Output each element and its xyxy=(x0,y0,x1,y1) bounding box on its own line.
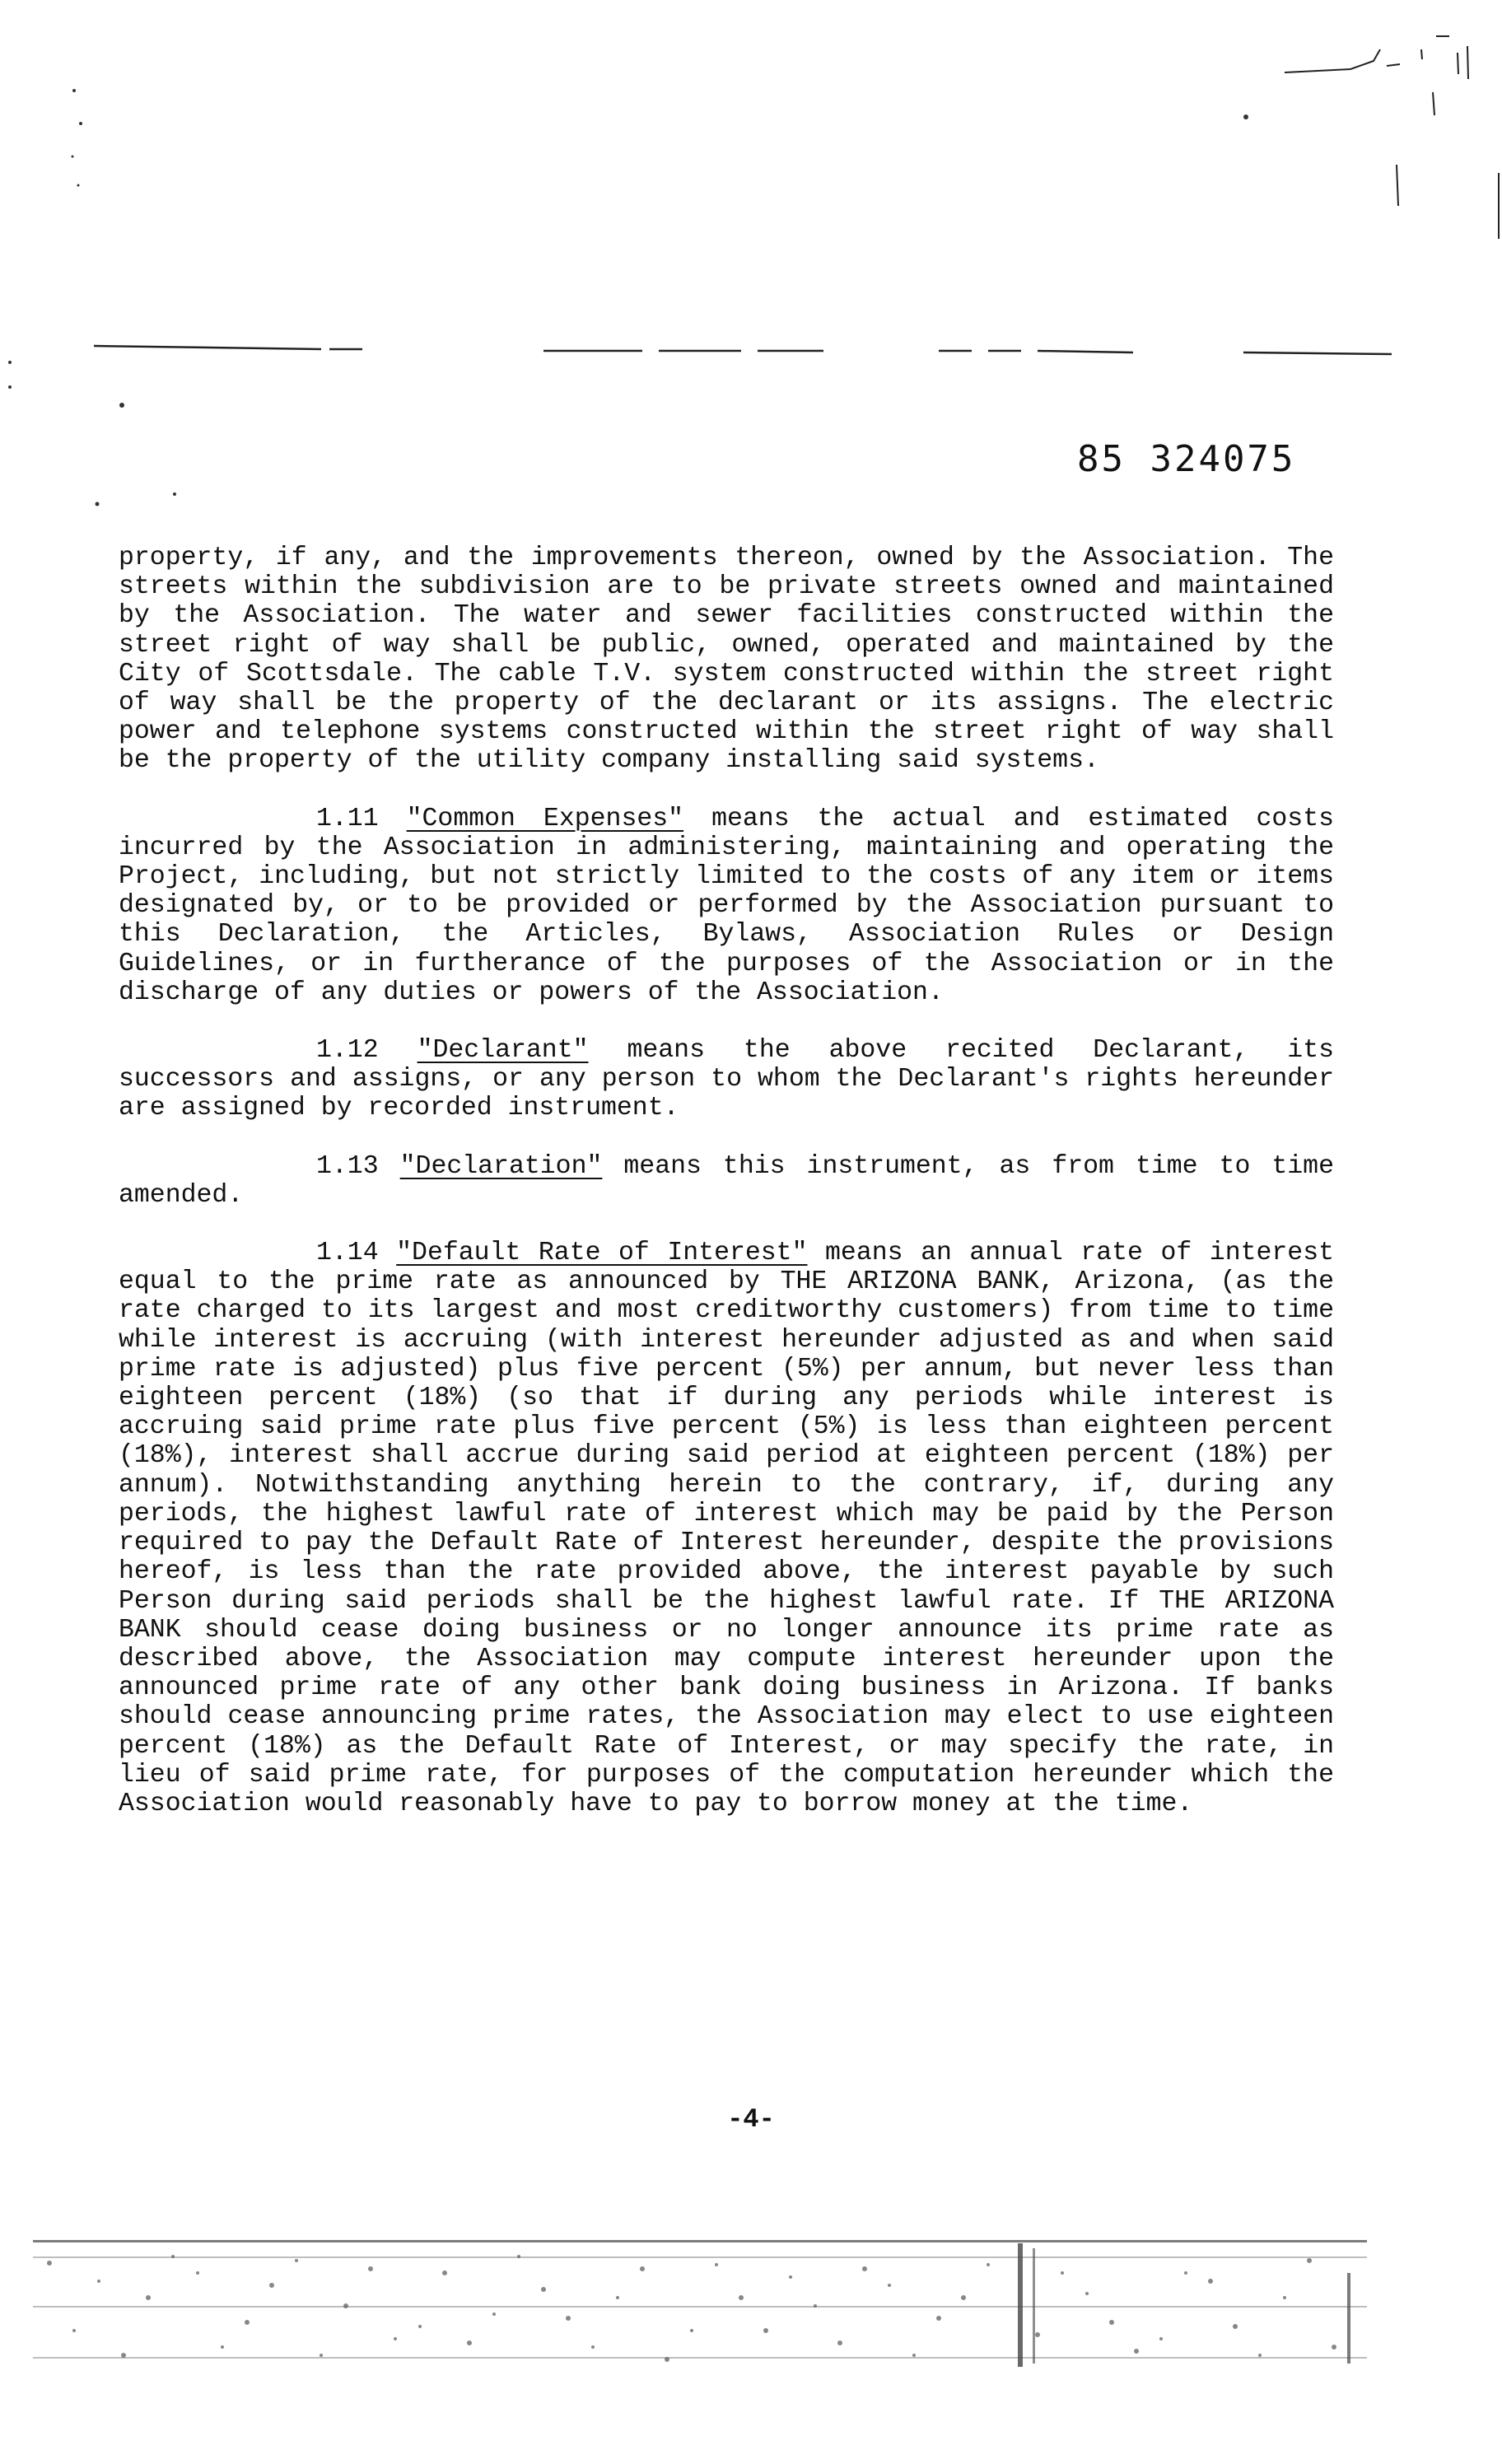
paragraph-text: means the actual and estimated costs incurred by the Association in administering, maintaining and operating the Project, including, but not strictly limited to the costs of any item or items designated by, or to be provided or performed by the Association pursuant to this Declaration, the Articles, Bylaws, Association Rules or Design Guidelines, or in furtherance of the purposes of the Association or in the discharge of any duties or powers of the Association. xyxy=(119,804,1335,1007)
defined-term: "Default Rate of Interest" xyxy=(396,1239,808,1268)
defined-term: "Common Expenses" xyxy=(406,804,684,833)
document-body xyxy=(119,544,1334,1818)
defined-term: "Declaration" xyxy=(399,1151,603,1181)
paragraph-streets-and-utilities xyxy=(119,544,1334,776)
paragraph-default-rate-of-interest xyxy=(119,1239,1334,1818)
paragraph-text: means the above recited Declarant, its successors and assigns, or any person to whom the Declarant's rights hereunder are assigned by recorded instrument. xyxy=(119,1036,1334,1123)
paragraph-text: means this instrument, as from time to time amended. xyxy=(119,1151,1334,1210)
section-number: 1.12 xyxy=(316,1036,379,1066)
section-number: 1.11 xyxy=(316,804,379,833)
paragraph-common-expenses xyxy=(119,805,1334,1007)
paragraph-text: means an annual rate of interest equal to the prime rate as announced by THE ARIZONA BANK, Arizona, (as the rate charged to its largest and most creditworthy customers) from time to time while interest is accruing (with interest hereunder adjusted as and when said prime rate is adjusted) plus five percent (5%) per annum, but never less than eighteen percent (18%) (so that if during any periods while interest is accruing said prime rate plus five percent (5%) is less than eighteen percent (18%), interest shall accrue during said period at eighteen percent (18%) per annum). Notwithstanding anything herein to the contrary, if, during any periods, the highest lawful rate of interest which may be paid by the Person required to pay the Default Rate of Interest hereunder, despite the provisions hereof, is less than the rate provided above, the interest payable by such Person during said periods shall be the highest lawful rate. If THE ARIZONA BANK should cease doing business or no longer announce its prime rate as described above, the Association may compute interest hereunder upon the announced prime rate of any other bank doing business in Arizona. If banks should cease announcing prime rates, the Association may elect to use eighteen percent (18%) as the Default Rate of Interest, or may specify the rate, in lieu of said prime rate, for purposes of the computation hereunder which the Association would reasonably have to pay to borrow money at the time. xyxy=(119,1239,1335,1818)
paragraph-text: property, if any, and the improvements thereon, owned by the Association. The streets within the subdivision are to be private streets owned and maintained by the Association. The water and sewer facilities constructed within the street right of way shall be public, owned, operated and maintained by the City of Scottsdale. The cable T.V. system constructed within the street right of way shall be the property of the declarant or its assigns. The electric power and telephone systems constructed within the street right of way shall be the property of the utility company installing said systems. xyxy=(119,544,1334,776)
recording-number: 85 324075 xyxy=(1077,438,1296,480)
defined-term: "Declarant" xyxy=(417,1036,589,1066)
page-number: -4- xyxy=(727,2104,775,2135)
section-number: 1.13 xyxy=(316,1151,379,1181)
paragraph-declaration xyxy=(119,1152,1334,1210)
paragraph-declarant xyxy=(119,1036,1334,1123)
section-number: 1.14 xyxy=(316,1239,379,1268)
